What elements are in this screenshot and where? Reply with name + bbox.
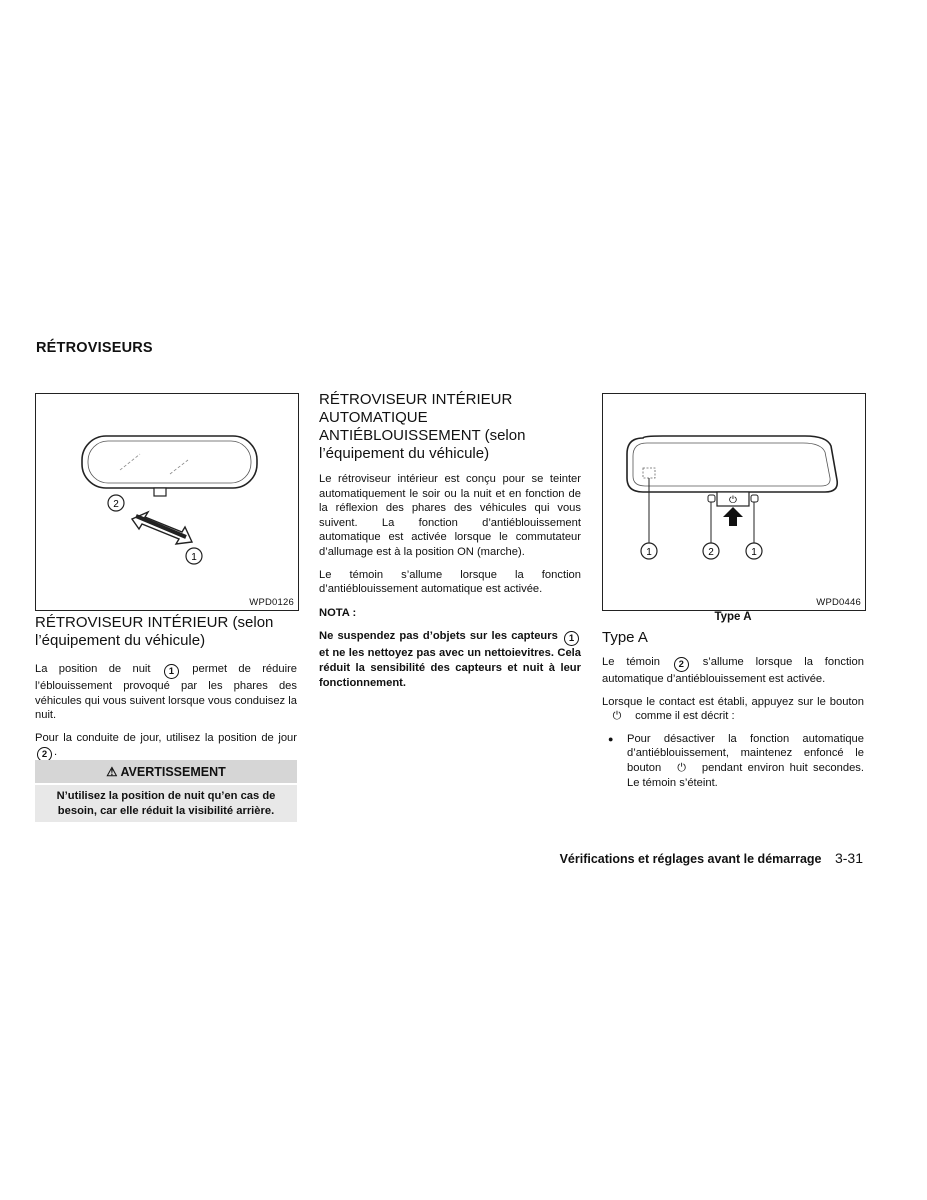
callout-2: 2 <box>708 547 714 558</box>
warning-box <box>35 760 297 822</box>
power-icon: ⏻ <box>612 710 622 723</box>
callout-1: 1 <box>751 547 757 558</box>
subhead-rear-view-mirror: RÉTROVISEUR INTÉRIEUR (selon l’équipement du véhicule) <box>35 614 274 649</box>
mirror-illustration <box>36 394 298 610</box>
section-title: RÉTROVISEURS <box>36 340 153 356</box>
callout-1: 1 <box>191 552 197 563</box>
warning-text: N’utilisez la position de nuit qu’en cas de besoin, car elle réduit la visibilité arrière. <box>35 785 297 822</box>
subhead-auto-dimming: RÉTROVISEUR INTÉRIEUR AUTOMATIQUE ANTIÉBLOUISSEMENT (selon l’équipement du véhicule) <box>319 391 526 462</box>
paragraph-indicator-type-a: Le témoin 2 s’allume lorsque la fonction automatique d’antiéblouissement est activée. <box>602 656 864 685</box>
page-footer <box>560 850 863 866</box>
page-number: 3-31 <box>834 850 863 866</box>
warning-title: AVERTISSEMENT <box>120 765 226 779</box>
warning-icon: ⚠ <box>106 765 118 779</box>
number-badge: 1 <box>564 631 579 646</box>
nota-label: NOTA : <box>319 606 357 619</box>
subhead-type-a: Type A <box>602 629 648 646</box>
number-badge: 2 <box>37 747 52 762</box>
power-icon: ⏻ <box>729 495 737 506</box>
callout-2: 2 <box>113 499 119 510</box>
auto-mirror-illustration <box>603 394 865 610</box>
paragraph-indicator: Le témoin s’allume lorsque la fonction d’antiéblouissement automatique est activée. <box>319 568 581 596</box>
callout-1: 1 <box>646 547 652 558</box>
number-badge: 1 <box>164 664 179 679</box>
paragraph-press-button: Lorsque le contact est établi, appuyez sur le bouton ⏻ comme il est décrit : <box>602 695 864 723</box>
figure-caption: Type A <box>714 611 752 623</box>
warning-header <box>35 760 297 783</box>
paragraph-day-position: Pour la conduite de jour, utilisez la position de jour 2 . <box>35 731 297 761</box>
paragraph-night-position: La position de nuit 1 permet de réduire l’éblouissement provoqué par les phares des véhicules qui vous suivent lorsque vous conduisez la nuit. <box>35 663 298 722</box>
figure-code: WPD0126 <box>249 597 294 608</box>
figure-code: WPD0446 <box>816 597 861 608</box>
paragraph-auto-dimming-description: Le rétroviseur intérieur est conçu pour se teinter automatiquement le soir ou la nuit et en fonction de la réflexion des phares des véhicules qui vous suivent. La fonction d’antiéblouissement automatique est activée lorsque le commutateur d’allumage est à la position ON (marche). <box>319 473 581 558</box>
nota-text: Ne suspendez pas d’objets sur les capteurs 1 et ne les nettoyez pas avec un nettoievitres. Cela réduit la sensibilité des capteurs et nuit à leur fonctionnement. <box>319 630 581 689</box>
figure-auto-dimming-mirror <box>602 393 866 611</box>
bullet-list <box>602 732 864 790</box>
list-item: ● Pour désactiver la fonction automatique d’antiéblouissement, maintenez enfoncé le bouton ⏻ pendant environ huit secondes. Le témoin s’éteint. <box>602 732 864 790</box>
power-icon: ⏻ <box>677 761 686 774</box>
figure-rear-view-mirror <box>35 393 299 611</box>
footer-text: Vérifications et réglages avant le démarrage <box>559 852 822 866</box>
number-badge: 2 <box>674 657 689 672</box>
